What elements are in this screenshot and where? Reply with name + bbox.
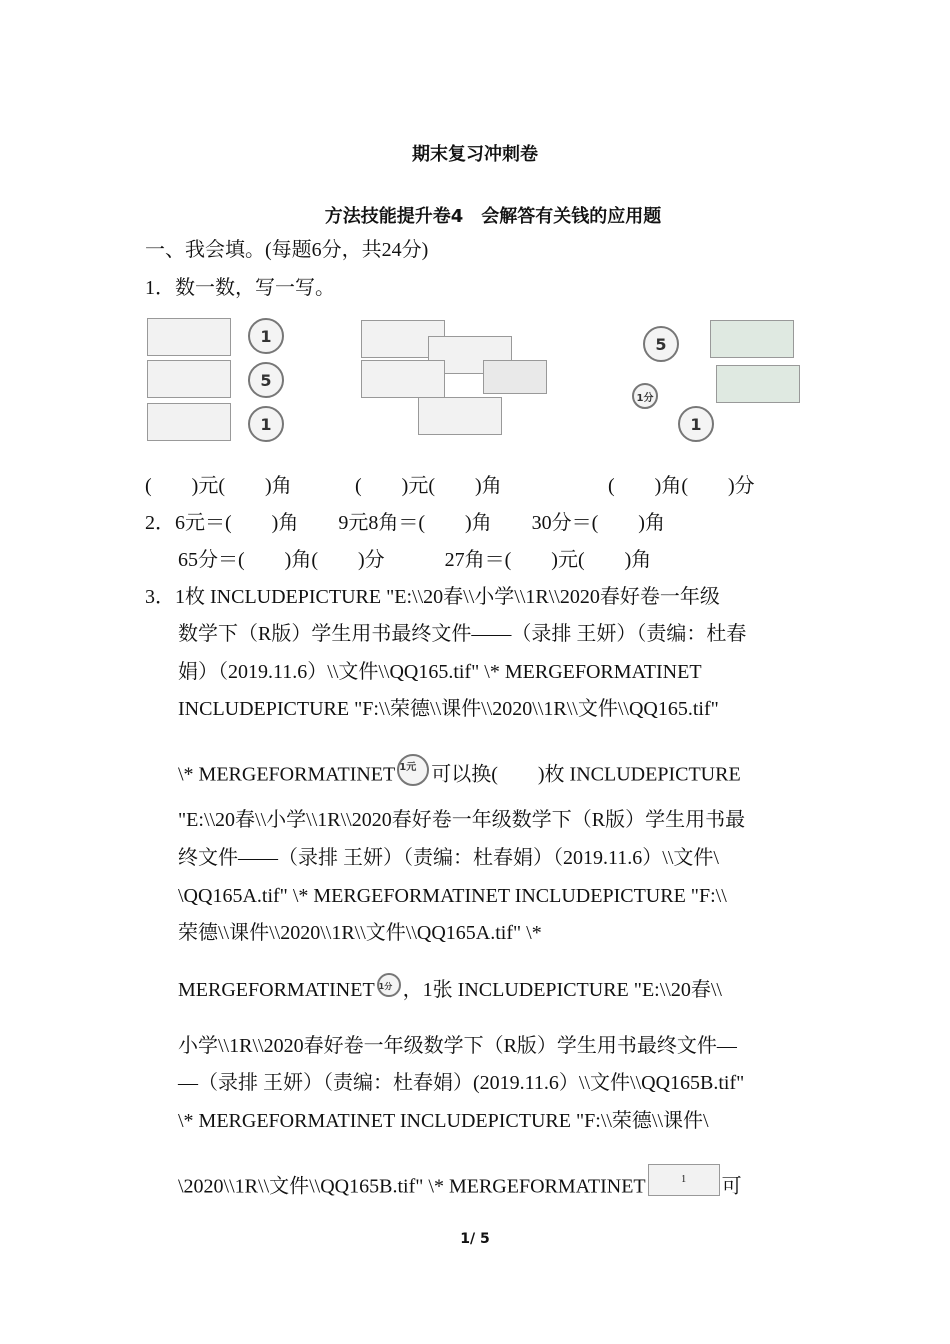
answer-blank-group-3: ( )角( )分 xyxy=(608,475,755,497)
banknote-image xyxy=(147,318,231,356)
question-3-line: MERGEFORMATINET 1分 ，1张 INCLUDEPICTURE "E:\\20春\\ xyxy=(178,978,722,1003)
banknote-image xyxy=(483,360,547,394)
question-3-line: \QQ165A.tif" \* MERGEFORMATINET INCLUDEPICTURE "F:\\ xyxy=(178,885,727,907)
question-2-line-2: 65分＝( )角( )分 27角＝( )元( )角 xyxy=(178,549,652,571)
coin-image: 5 xyxy=(248,362,284,398)
section-heading: 一、我会填。(每题6分，共24分) xyxy=(145,239,429,261)
one-yuan-coin-icon: 1元 xyxy=(397,754,429,786)
coin-image: 1分 xyxy=(632,383,658,409)
question-3-line: 娟）（2019.11.6）\\文件\\QQ165.tif" \* MERGEFORMATINET xyxy=(178,661,702,683)
banknote-image xyxy=(418,397,502,435)
question-3-line: \* MERGEFORMATINET INCLUDEPICTURE "F:\\荣德\\课件\ xyxy=(178,1110,709,1132)
question-3-line: 小学\\1R\\2020春好卷一年级数学下（R版）学生用书最终文件— xyxy=(178,1035,737,1057)
answer-blank-group-2: ( )元( )角 xyxy=(355,475,502,497)
one-yuan-note-icon: 1 xyxy=(648,1164,720,1196)
answer-blank-group-1: ( )元( )角 xyxy=(145,475,292,497)
page-title: 期末复习冲刺卷 xyxy=(412,144,538,165)
coin-image: 5 xyxy=(643,326,679,362)
question-1-label: 1．数一数，写一写。 xyxy=(145,277,335,299)
banknote-image xyxy=(716,365,800,403)
question-3-line: \* MERGEFORMATINET 1元 可以换( )枚 INCLUDEPICTURE xyxy=(178,760,741,792)
banknote-image xyxy=(147,403,231,441)
banknote-image xyxy=(361,360,445,398)
question-2-line-1: 2．6元＝( )角 9元8角＝( )角 30分＝( )角 xyxy=(145,512,665,534)
coin-image: 1 xyxy=(678,406,714,442)
question-3-line: 3．1枚 INCLUDEPICTURE "E:\\20春\\小学\\1R\\2020春好卷一年级 xyxy=(145,586,720,608)
question-3-line: 数学下（R版）学生用书最终文件——（录排 王妍）（责编：杜春 xyxy=(178,623,747,645)
question-3-line: \2020\\1R\\文件\\QQ165B.tif" \* MERGEFORMATINET 1 可 xyxy=(178,1172,742,1204)
banknote-image xyxy=(147,360,231,398)
coin-image: 1 xyxy=(248,406,284,442)
one-fen-coin-icon: 1分 xyxy=(377,973,401,997)
question-3-line: 荣德\\课件\\2020\\1R\\文件\\QQ165A.tif" \* xyxy=(178,922,542,944)
banknote-image xyxy=(710,320,794,358)
question-3-line: 终文件——（录排 王妍）（责编：杜春娟）（2019.11.6）\\文件\ xyxy=(178,847,719,869)
page-number: 1/ 5 xyxy=(460,1231,490,1247)
question-3-line: —（录排 王妍）（责编：杜春娟）(2019.11.6）\\文件\\QQ165B.tif" xyxy=(178,1072,745,1094)
question-3-line: INCLUDEPICTURE "F:\\荣德\\课件\\2020\\1R\\文件\\QQ165.tif" xyxy=(178,698,719,720)
question-3-line: "E:\\20春\\小学\\1R\\2020春好卷一年级数学下（R版）学生用书最 xyxy=(178,809,746,831)
page-subtitle: 方法技能提升卷4 会解答有关钱的应用题 xyxy=(324,206,662,227)
coin-image: 1 xyxy=(248,318,284,354)
